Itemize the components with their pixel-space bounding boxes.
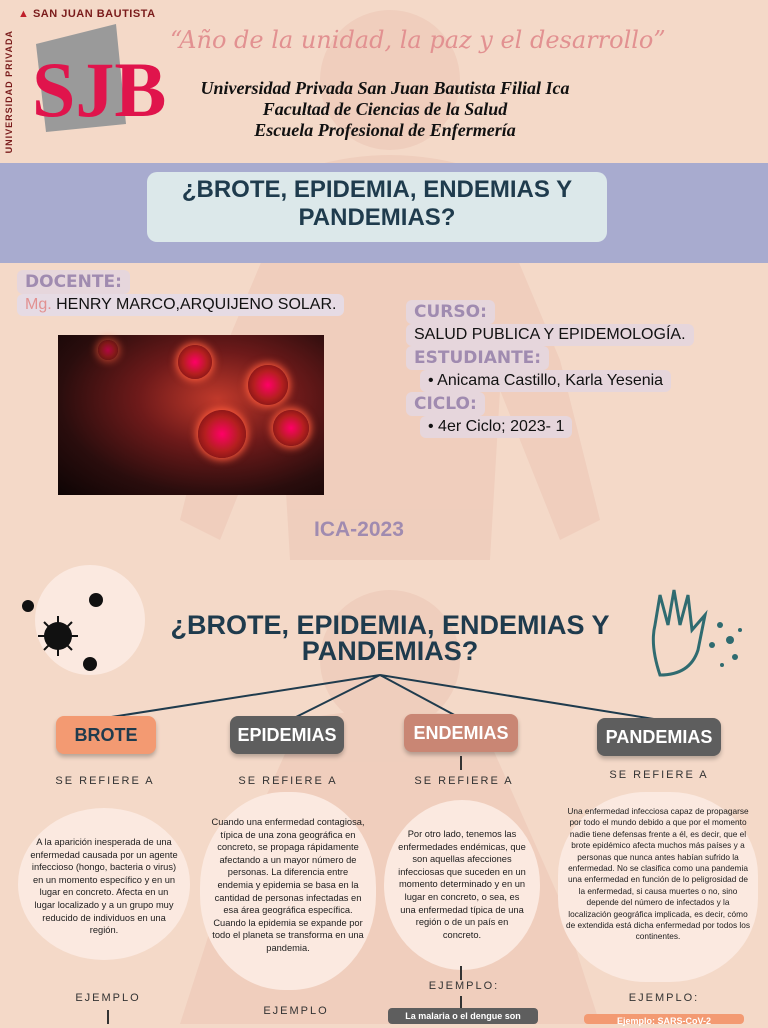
endemias-example-label: EJEMPLO: (428, 980, 500, 992)
endemias-refers: SE REFIERE A (414, 775, 514, 787)
map-title: ¿BROTE, EPIDEMIA, ENDEMIAS Y PANDEMIAS? (170, 610, 610, 666)
curso-label: CURSO: (406, 300, 495, 324)
virus-icons (20, 588, 110, 678)
school-name: Escuela Profesional de Enfermería (254, 120, 516, 140)
epidemias-refers: SE REFIERE A (238, 775, 338, 787)
ciclo-label: CICLO: (406, 392, 485, 416)
brote-refers: SE REFIERE A (55, 775, 155, 787)
brote-line (107, 1010, 109, 1024)
category-epidemias: EPIDEMIAS (230, 716, 344, 754)
category-pandemias: PANDEMIAS (597, 718, 721, 756)
estudiante-label: ESTUDIANTE: (406, 346, 549, 370)
endemias-definition: Por otro lado, tenemos las enfermedades endémicas, que son aquellas afecciones infecciosas que suceden en un momento determinado y en un lugar en concreto, o sea, es una enfermedad típica de una región o de un país en concreto. (384, 800, 540, 970)
pandemias-example: Ejemplo: SARS-CoV-2 (584, 1014, 744, 1024)
epidemias-definition: Cuando una enfermedad contagiosa, típica de una zona geográfica en concreto, se propaga rápidamente afectando a un mayor número de personas. La diferencia entre endemia y epidemia se basa en la cantidad de personas infectadas en esa área geográfica específica. Cuando la epidemia se expande por todo el planeta se transforma en una pandemia. (200, 792, 376, 990)
pandemias-definition: Una enfermedad infecciosa capaz de propagarse por todo el mundo debido a que por el momento nadie tiene defensas frente a él, es decir, que el brote epidémico afecta muchos más países y a personas que nunca antes habían sufrido la enfermedad. No se clasifica como una pandemia una enfermedad en función de lo peligrosidad de la enfermedad, si causa muertes o no, sino depende del número de infectados y la localización geográfica implicada, es decir, cómo de extendida está dicha enfermedad por todos los continentes. (558, 792, 758, 982)
endemias-example: La malaria o el dengue son (388, 1008, 538, 1024)
endemias-line-mid (460, 966, 462, 980)
logo-side-text: UNIVERSIDAD PRIVADA (4, 30, 14, 154)
svg-text:SJB: SJB (32, 46, 167, 133)
brote-definition: A la aparición inesperada de una enfermedad causada por un agente infeccioso (hongo, bacteria o virus) en un momento específico y en un lugar en concreto. Afecta en un lugar localizado y a un grupo muy reducido de individuos en una región. (18, 808, 190, 960)
institution-block (150, 78, 620, 141)
endemias-line-bottom (460, 996, 462, 1008)
ciclo-value: • 4er Ciclo; 2023- 1 (420, 416, 572, 438)
motto: “Año de la unidad, la paz y el desarrollo” (170, 26, 666, 54)
pandemias-refers: SE REFIERE A (609, 769, 709, 781)
cover-title: ¿BROTE, EPIDEMIA, ENDEMIAS Y PANDEMIAS? (147, 172, 607, 242)
course-info (406, 300, 736, 438)
docente-block (17, 270, 344, 316)
docente-value: Mg. HENRY MARCO,ARQUIJENO SOLAR. (17, 294, 344, 316)
city-year: ICA-2023 (314, 518, 404, 541)
category-endemias: ENDEMIAS (404, 714, 518, 752)
endemias-line-top (460, 756, 462, 770)
category-brote: BROTE (56, 716, 156, 754)
epidemias-example-label: EJEMPLO (263, 1005, 329, 1017)
estudiante-value: • Anicama Castillo, Karla Yesenia (420, 370, 671, 392)
university-name: Universidad Privada San Juan Bautista Filial Ica (200, 78, 570, 98)
curso-value: SALUD PUBLICA Y EPIDEMOLOGÍA. (406, 324, 694, 346)
university-logo (26, 24, 167, 133)
faculty-name: Facultad de Ciencias de la Salud (262, 99, 508, 119)
docente-label: DOCENTE: (17, 270, 130, 294)
brote-example-label: EJEMPLO (75, 992, 141, 1004)
logo-top-text: ▲ SAN JUAN BAUTISTA (18, 8, 156, 20)
virus-photo (58, 335, 324, 495)
pandemias-example-label: EJEMPLO: (628, 992, 700, 1004)
